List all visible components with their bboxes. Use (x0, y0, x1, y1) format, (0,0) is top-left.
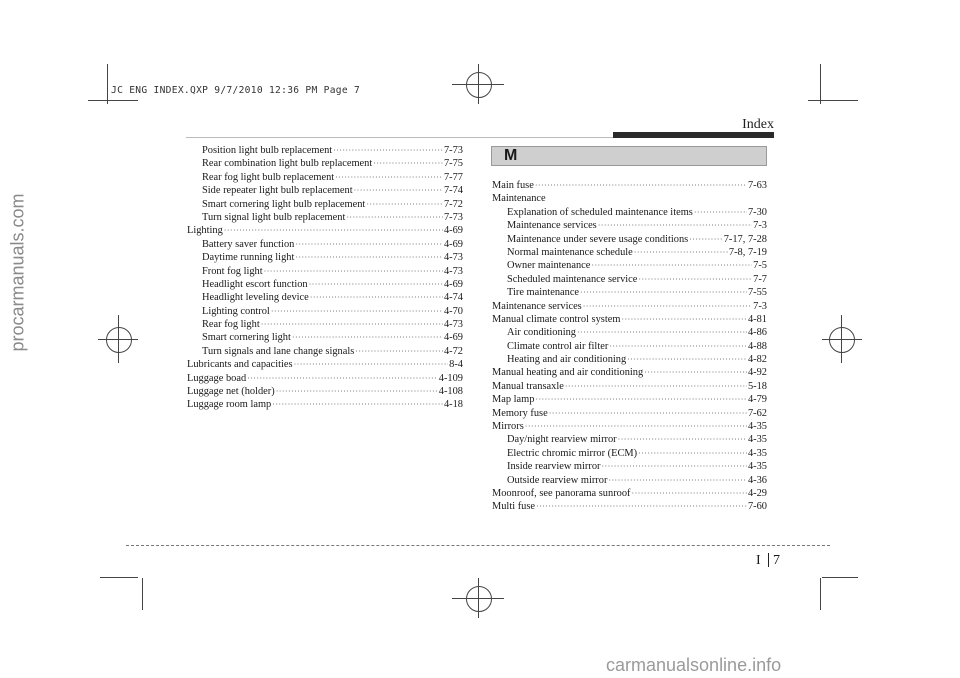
index-entry-page: 7-55 (747, 287, 767, 299)
index-entry-term: Luggage room lamp (187, 399, 272, 411)
index-entry-page: 4-73 (443, 265, 463, 277)
dot-leader (565, 380, 747, 393)
index-entry-term: Rear fog light bulb replacement (202, 171, 335, 183)
index-entry (187, 291, 463, 304)
dot-leader (598, 219, 752, 232)
dot-leader (694, 206, 747, 219)
index-entry (187, 331, 463, 344)
index-entry (492, 500, 767, 513)
index-entry-term: Tire maintenance (507, 287, 580, 299)
index-column-right (492, 179, 767, 514)
index-entry-page: 7-7 (753, 273, 767, 285)
dot-leader (525, 420, 747, 433)
index-entry-page: 7-73 (443, 211, 463, 223)
index-entry-term: Maintenance services (507, 220, 597, 232)
index-entry (187, 157, 463, 170)
index-entry-page: 4-74 (443, 292, 463, 304)
index-entry-page: 4-82 (747, 354, 767, 366)
dot-leader (634, 246, 728, 259)
index-entry-term: Main fuse (492, 180, 534, 191)
dot-leader (309, 278, 443, 291)
index-entry-term: Mirrors (492, 421, 524, 433)
index-entry (187, 398, 463, 411)
dot-leader (366, 198, 443, 211)
index-entry-page: 4-29 (747, 487, 767, 499)
dot-leader (608, 474, 747, 487)
dot-leader (609, 340, 747, 353)
index-entry-page: 4-73 (443, 319, 463, 331)
index-entry (187, 171, 463, 184)
index-entry (187, 278, 463, 291)
index-entry-term: Electric chromic mirror (ECM) (507, 447, 638, 459)
index-entry (492, 326, 767, 339)
index-entry-term: Explanation of scheduled maintenance items (507, 206, 693, 218)
dot-leader (627, 353, 747, 366)
index-entry-page: 7-75 (443, 158, 463, 170)
dot-leader (271, 305, 443, 318)
index-entry-page: 4-108 (438, 386, 463, 398)
index-entry-page: 4-73 (443, 252, 463, 264)
dot-leader (247, 372, 438, 385)
index-entry-term: Luggage boad (187, 372, 247, 384)
index-entry (187, 251, 463, 264)
index-entry (187, 358, 463, 371)
dot-leader (618, 433, 747, 446)
index-entry-term: Air conditioning (507, 327, 576, 339)
index-entry-page: 4-69 (443, 225, 463, 237)
index-entry-page: 4-92 (747, 367, 767, 379)
dot-leader (591, 259, 752, 272)
index-entry-page: 4-69 (443, 278, 463, 290)
index-entry-page: 7-3 (753, 220, 767, 232)
footer-divider (768, 553, 769, 567)
index-entry (492, 219, 767, 232)
index-entry-page: 4-36 (747, 474, 767, 486)
dot-leader (292, 331, 443, 344)
page-title: Index (742, 117, 774, 132)
index-entry (187, 144, 463, 157)
index-entry (492, 246, 767, 259)
index-entry (187, 198, 463, 211)
index-entry (492, 259, 767, 272)
index-entry-term: Normal maintenance schedule (507, 246, 633, 258)
index-entry-page: 7-5 (753, 260, 767, 272)
index-entry-page: 4-35 (747, 447, 767, 459)
index-entry (187, 305, 463, 318)
index-entry (492, 433, 767, 446)
index-entry-page: 4-86 (747, 327, 767, 339)
index-entry-page: 7-62 (747, 407, 767, 419)
index-entry-term: Lighting (187, 225, 223, 237)
print-slug: JC ENG INDEX.QXP 9/7/2010 12:36 PM Page 7 (111, 85, 361, 96)
index-entry-term: Headlight escort function (202, 278, 308, 290)
side-watermark: procarmanuals.com (7, 193, 28, 352)
index-entry-term: Map lamp (492, 394, 535, 406)
dot-leader (295, 251, 443, 264)
index-entry-term: Smart cornering light bulb replacement (202, 198, 366, 210)
index-entry (492, 474, 767, 487)
index-entry-page: 7-63 (747, 180, 767, 191)
index-entry-term: Day/night rearview mirror (507, 434, 617, 446)
index-entry-term: Lubricants and capacities (187, 359, 293, 371)
index-entry (187, 345, 463, 358)
index-entry-term: Position light bulb replacement (202, 145, 333, 156)
index-entry-term: Manual climate control system (492, 313, 621, 325)
section-letter-box (491, 146, 767, 166)
dot-leader (295, 238, 443, 251)
index-entry-term: Maintenance under severe usage conditions (507, 233, 689, 245)
index-entry-term: Memory fuse (492, 407, 548, 419)
dot-leader (536, 500, 747, 513)
footer-page-number: 7 (773, 553, 780, 568)
index-entry-page: 4-35 (747, 421, 767, 433)
index-entry (492, 273, 767, 286)
dot-leader (261, 318, 443, 331)
index-entry-term: Maintenance services (492, 300, 582, 312)
index-entry-page: 7-72 (443, 198, 463, 210)
index-entry-page: 4-88 (747, 340, 767, 352)
index-entry-term: Outside rearview mirror (507, 474, 608, 486)
dot-leader (580, 286, 747, 299)
index-entry-term: Manual heating and air conditioning (492, 367, 644, 379)
index-entry (187, 372, 463, 385)
index-entry (492, 393, 767, 406)
index-entry (492, 192, 767, 205)
dot-leader (335, 171, 443, 184)
dot-leader (355, 345, 443, 358)
dot-leader (354, 184, 443, 197)
index-entry (492, 353, 767, 366)
index-entry-term: Lighting control (202, 305, 270, 317)
index-entry-term: Rear combination light bulb replacement (202, 158, 373, 170)
index-entry-page: 4-72 (443, 345, 463, 357)
index-entry (492, 340, 767, 353)
dot-leader (689, 233, 723, 246)
index-entry-page: 4-69 (443, 332, 463, 344)
dot-leader (272, 398, 443, 411)
index-entry-page: 5-18 (747, 380, 767, 392)
index-entry-term: Heating and air conditioning (507, 354, 627, 366)
index-entry-term: Daytime running light (202, 252, 295, 264)
index-entry (492, 447, 767, 460)
index-column-left (187, 144, 463, 412)
dot-leader (577, 326, 747, 339)
section-letter: M (504, 147, 518, 164)
footer-rule (126, 545, 830, 546)
index-entry-page: 7-3 (753, 300, 767, 312)
index-entry-term: Owner maintenance (507, 260, 591, 272)
dot-leader (224, 224, 443, 237)
index-entry-page: 7-74 (443, 185, 463, 197)
index-entry-term: Rear fog light (202, 319, 260, 331)
dot-leader (583, 300, 752, 313)
index-entry-term: Side repeater light bulb replacement (202, 185, 353, 197)
index-entry-page: 7-60 (747, 501, 767, 513)
index-entry (492, 487, 767, 500)
dot-leader (621, 313, 747, 326)
index-entry (187, 238, 463, 251)
index-entry (492, 286, 767, 299)
dot-leader (535, 393, 747, 406)
index-entry-page: 7-17, 7-28 (723, 233, 767, 245)
index-entry (492, 300, 767, 313)
dot-leader (535, 179, 747, 192)
dot-leader (601, 460, 746, 473)
dot-leader (276, 385, 438, 398)
index-entry (187, 184, 463, 197)
dot-leader (632, 487, 747, 500)
index-entry (492, 313, 767, 326)
index-entry-term: Battery saver function (202, 238, 295, 250)
index-entry-page: 4-109 (438, 372, 463, 384)
dot-leader (638, 273, 752, 286)
index-entry-term: Turn signals and lane change signals (202, 345, 355, 357)
footer-section: I (756, 553, 761, 568)
index-entry-page: 4-18 (443, 399, 463, 411)
index-entry-page: 4-70 (443, 305, 463, 317)
index-entry-term: Climate control air filter (507, 340, 609, 352)
dot-leader (638, 447, 747, 460)
dot-leader (333, 144, 443, 157)
dot-leader (294, 358, 449, 371)
index-entry-page: 4-79 (747, 394, 767, 406)
index-entry (187, 211, 463, 224)
dot-leader (549, 407, 747, 420)
index-entry (492, 420, 767, 433)
index-entry (187, 385, 463, 398)
bottom-watermark: carmanualsonline.info (606, 655, 782, 675)
dot-leader (644, 366, 747, 379)
index-entry-page: 7-8, 7-19 (728, 246, 767, 258)
index-entry-page: 4-35 (747, 461, 767, 473)
header-bar (613, 132, 774, 138)
index-entry (492, 233, 767, 246)
index-entry-term: Turn signal light bulb replacement (202, 211, 346, 223)
index-entry (187, 224, 463, 237)
dot-leader (373, 157, 443, 170)
index-entry-term: Front fog light (202, 265, 263, 277)
index-entry-page: 4-81 (747, 313, 767, 325)
dot-leader (264, 265, 443, 278)
dot-leader (310, 291, 443, 304)
index-entry-term: Smart cornering light (202, 332, 291, 344)
index-entry (492, 380, 767, 393)
index-entry (492, 179, 767, 192)
index-entry-term: Scheduled maintenance service (507, 273, 638, 285)
index-entry-page: 4-35 (747, 434, 767, 446)
index-entry-page: 7-73 (443, 145, 463, 156)
index-entry-term: Headlight leveling device (202, 292, 309, 304)
index-entry-term: Inside rearview mirror (507, 461, 601, 473)
index-entry (187, 318, 463, 331)
index-entry (492, 460, 767, 473)
index-entry (187, 265, 463, 278)
index-entry-term: Multi fuse (492, 501, 536, 513)
index-entry-page: 4-69 (443, 238, 463, 250)
index-entry-term: Luggage net (holder) (187, 386, 275, 398)
dot-leader (346, 211, 443, 224)
index-entry-term: Moonroof, see panorama sunroof (492, 487, 631, 499)
index-entry-page: 7-77 (443, 171, 463, 183)
index-entry-page: 7-30 (747, 206, 767, 218)
index-entry-term: Maintenance (492, 193, 546, 205)
index-entry (492, 366, 767, 379)
index-entry-page: 8-4 (449, 359, 463, 371)
index-entry-term: Manual transaxle (492, 380, 564, 392)
index-entry (492, 206, 767, 219)
index-entry (492, 407, 767, 420)
